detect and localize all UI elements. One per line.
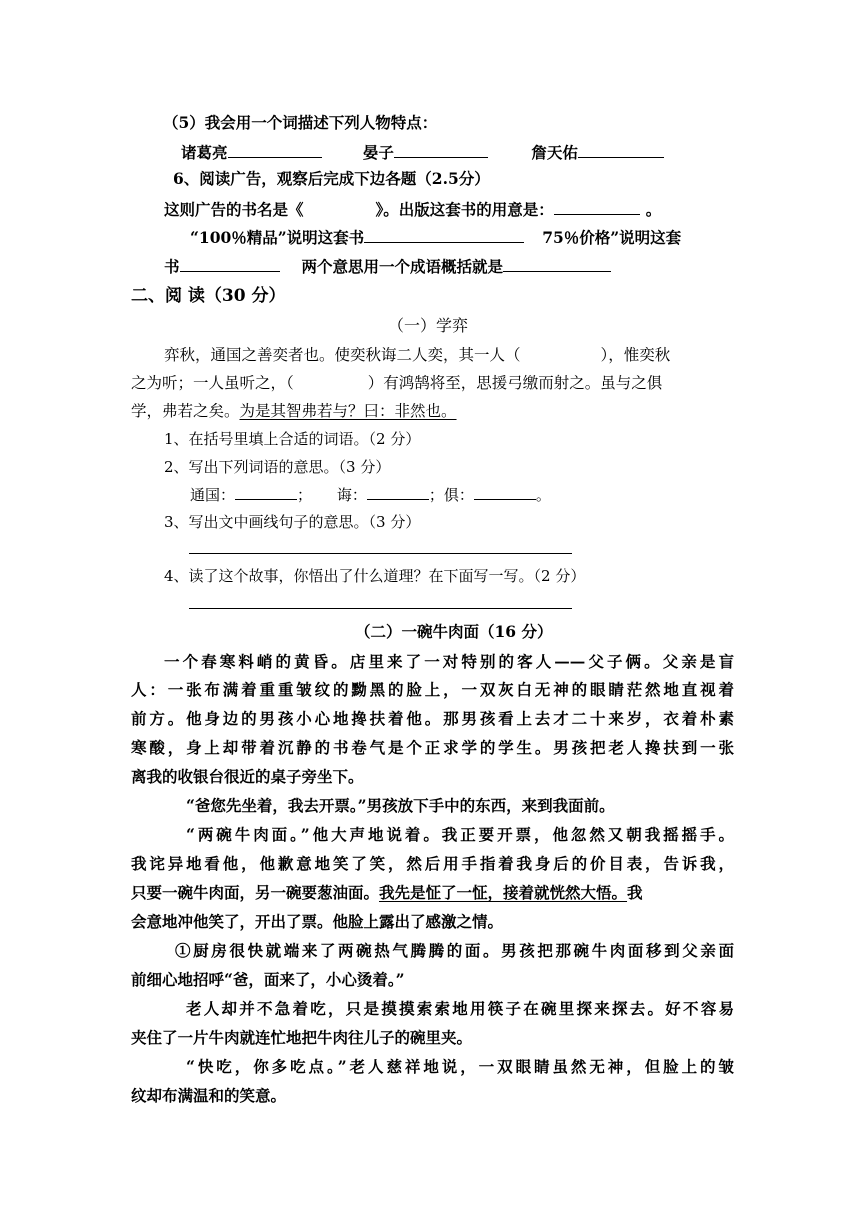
q5-answer-row [181,141,664,163]
word-hui-sep: ； [428,486,444,504]
q6-100-blank[interactable] [364,226,524,243]
q6-title: 6、阅读广告，观察后完成下边各题（2.5分） [173,169,490,188]
xueyi-text-1: 弈秋，通国之善奕者也。使奕秋诲二人奕，其一人（ [164,346,521,364]
word-ju-label: 俱： [443,486,474,504]
q5-person-yanzi: 晏子 [362,143,394,162]
section-2-title: 二、阅 读（30 分） [131,286,286,306]
niurou-p1-line-1: 一个春寒料峭的黄昏。店里来了一对特别的客人——父子俩。父亲是盲 [164,652,734,671]
niurou-p2: “爸您先坐着，我去开票。”男孩放下手中的东西，来到我面前。 [186,796,615,815]
q6-line-2 [190,226,681,248]
q6-line-3-start: 书 [164,257,180,276]
word-hui-blank[interactable] [367,485,429,500]
q6-idiom-label: 两个意思用一个成语概括就是 [301,257,504,276]
q5-blank-1[interactable] [228,141,322,158]
niurou-p3-line-3 [131,883,643,903]
q6-100-label: “100％精品”说明这套书 [190,228,365,247]
niurou-p6-line-2: 纹却布满温和的笑意。 [131,1086,287,1105]
word-tongguo-sep: ； [297,486,313,504]
xueyi-q3: 3、写出文中画线句子的意思。（3 分） [164,513,421,531]
niurou-p3-line-2: 我诧异地看他，他歉意地笑了笑，然后用手指着我身后的价目表，告诉我， [131,854,734,873]
q5-blank-3[interactable] [578,141,664,158]
word-tongguo-label: 通国： [190,486,236,504]
niurou-underlined-sentence: 我先是怔了一怔，接着就恍然大悟。 [379,883,628,902]
niurou-p1-line-4: 寒酸，身上却带着沉静的书卷气是个正求学的学生。男孩把老人搀扶到一张 [131,738,734,757]
niurou-p5-line-2: 夹住了一片牛肉就连忙地把牛肉往儿子的碗里夹。 [131,1028,473,1047]
niurou-p4-line-1: ①厨房很快就端来了两碗热气腾腾的面。男孩把那碗牛肉面移到父亲面 [175,941,734,960]
xueyi-text-2a: 之为听；一人虽听之，（ [131,374,294,392]
niurou-p6-line-1: “快吃，你多吃点。”老人慈祥地说，一双眼睛虽然无神，但脸上的皱 [186,1057,734,1076]
xueyi-para-line-1 [164,345,670,365]
q6-book-name-label: 这则广告的书名是《 [164,200,304,219]
niurou-p3-text-c: 我 [627,883,643,902]
q6-purpose-label: 》。出版这套书的用意是： [375,200,554,219]
niurou-title: （二）一碗牛肉面（16 分） [355,622,553,641]
q6-line-3 [164,255,611,277]
xueyi-q2: 2、写出下列词语的意思。（3 分） [164,458,391,476]
xueyi-text-1b: ），惟奕秋 [600,346,671,364]
niurou-p4-line-2: 前细心地招呼“爸，面来了，小心烫着。” [131,970,405,989]
q5-title: （5）我会用一个词描述下列人物特点： [163,113,438,132]
xueyi-para-line-3 [131,401,457,421]
q5-blank-2[interactable] [394,141,488,158]
q5-person-zhuge-liang: 诸葛亮 [181,143,228,162]
xueyi-underlined-sentence: 为是其智弗若与？曰：非然也。 [239,402,457,420]
word-tongguo-blank[interactable] [235,485,297,500]
niurou-p3-line-4: 会意地冲他笑了，开出了票。他脸上露出了感激之情。 [131,912,504,931]
niurou-p1-line-3: 前方。他身边的男孩小心地搀扶着他。那男孩看上去才二十来岁，衣着朴素 [131,709,734,728]
xueyi-q4-answer-line[interactable] [189,608,572,609]
xueyi-q4: 4、读了这个故事，你悟出了什么道理？在下面写一写。（2 分） [164,567,586,585]
xueyi-q1: 1、在括号里填上合适的词语。（2 分） [164,430,421,448]
q6-purpose-blank[interactable] [554,198,640,215]
xueyi-text-3a: 学，弗若之矣。 [131,402,240,420]
q5-person-zhan-tianyou: 詹天佑 [531,143,578,162]
word-hui-label: 诲： [336,486,367,504]
q6-idiom-blank[interactable] [503,255,611,272]
xueyi-text-2b: ）有鸿鹄将至，思援弓缴而射之。虽与之俱 [367,374,663,392]
niurou-p3-text-a: 只要一碗牛肉面，另一碗要葱油面。 [131,883,380,902]
niurou-p1-line-5: 离我的收银台很近的桌子旁坐下。 [131,767,364,786]
xueyi-para-line-2 [131,373,662,393]
xueyi-title: （一）学弈 [388,316,469,335]
niurou-p5-line-1: 老人却并不急着吃，只是摸摸索索地用筷子在碗里探来探去。好不容易 [186,999,734,1018]
q6-75-blank[interactable] [180,255,280,272]
q6-75-label: 75％价格”说明这套 [542,228,682,247]
q6-line-1 [164,198,661,220]
niurou-p3-line-1: “两碗牛肉面。”他大声地说着。我正要开票，他忽然又朝我摇摇手。 [186,825,734,844]
xueyi-q2-words [190,485,551,505]
niurou-p1-line-2: 人：一张布满着重重皱纹的黝黑的脸上，一双灰白无神的眼睛茫然地直视着 [131,680,734,699]
q6-line-1-end: 。 [645,200,662,219]
xueyi-q3-answer-line[interactable] [189,553,572,554]
word-ju-sep: 。 [535,486,551,504]
word-ju-blank[interactable] [474,485,536,500]
